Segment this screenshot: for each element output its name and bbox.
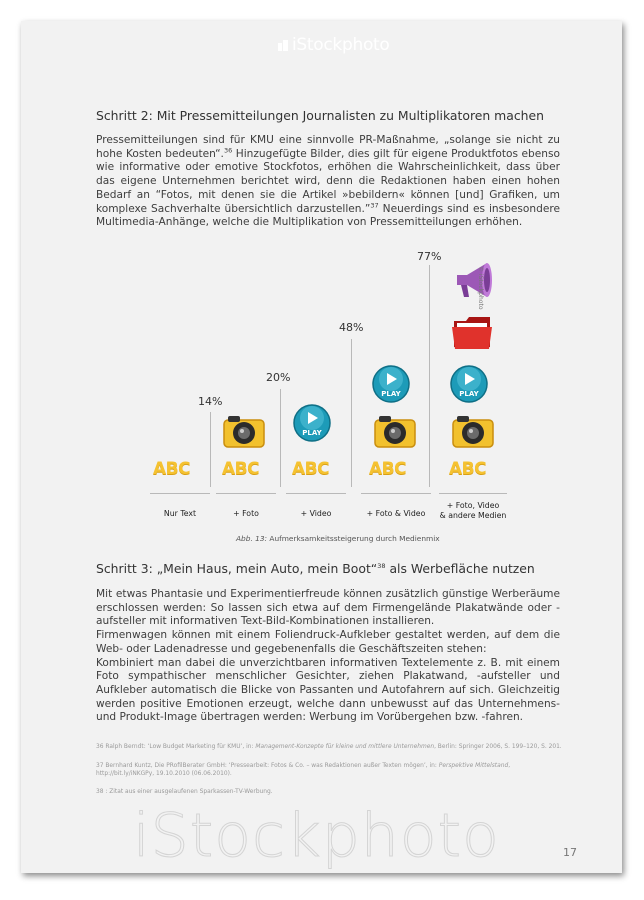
category-label-foto: + Foto <box>233 509 259 518</box>
value-label-77: 77% <box>417 250 442 263</box>
abc-icon-1: ABC <box>222 459 260 479</box>
footnote-36-text-b: , Berlin: Springer 2006, S. 199–120, S. 201. <box>434 744 562 750</box>
bar-line-foto-video <box>351 339 352 487</box>
footnote-36 <box>96 743 566 751</box>
category-label-foto-video: + Foto & Video <box>366 509 426 518</box>
section3-paragraph-2: Firmenwagen können mit einem Foliendruck-Aufkleber gestaltet werden, auf dem die Web- oder Ladenadresse und gegebenenfalls die Geschäftszeiten stehen: <box>96 629 560 655</box>
baseline-4 <box>439 493 507 494</box>
figure-caption-text: Aufmerksamkeitssteigerung durch Medienmix <box>267 534 440 543</box>
footnote-ref-36: 36 <box>223 146 233 155</box>
play-label: PLAY <box>302 429 322 437</box>
footnote-ref-38: 38 <box>377 561 386 570</box>
figure-caption <box>236 534 440 543</box>
section2-text-a: Pressemitteilungen sind für KMU eine sinnvolle PR-Maßnahme, „solange sie nicht zu hohe Kosten bedeuten“. <box>96 134 560 160</box>
category-label-video: + Video <box>300 509 332 518</box>
abc-icon-2: ABC <box>292 459 330 479</box>
copyright-note: © iStockphoto <box>477 266 484 310</box>
play-label: PLAY <box>381 390 401 398</box>
category-label-all-media-line1: + Foto, Video <box>446 501 500 510</box>
bar-line-foto <box>210 412 211 487</box>
page-number: 17 <box>563 846 577 859</box>
header-logo-text: iStockphoto <box>292 35 390 55</box>
category-label-all-media-line2: & andere Medien <box>439 511 507 520</box>
abc-icon-4: ABC <box>449 459 487 479</box>
category-label-all-media <box>428 501 518 521</box>
value-label-48: 48% <box>339 321 364 334</box>
section2-text-b: Hinzugefügte Bilder, dies gilt für eigene Produktfotos ebenso wie informative oder emotive Stockfotos, erhöhen die Wahrscheinlichkeit, dass über das eigene Unternehmen berichtet wird, denn die Redaktionen haben einen hohen Bedarf an “Fotos, mit denen sie die Artikel »bebildern« können [und] Grafiken, um komplexe Sachverhalte übersichtlich darzustellen.” <box>96 147 560 215</box>
section3-title-a: Schritt 3: „Mein Haus, mein Auto, mein Boot“ <box>96 561 378 576</box>
section3-title <box>96 561 535 576</box>
bar-line-video <box>280 389 281 487</box>
section3-paragraph-3: Kombiniert man dabei die unverzichtbaren informativen Textelemente z. B. mit einem Foto sympathischer menschlicher Gesichter, ziehen Plakatwand, -aufsteller und Aufkleber automatisch die Blicke von Passanten und Autofahrern auf sich. Gleichzeitig werden positive Emotionen erzeugt, welche dann unbewusst auf das Unternehmens- und Produkt-Image übertragen werden: Werbung im Vorübergehen bzw. -fahren. <box>96 656 560 724</box>
baseline-2 <box>286 493 346 494</box>
value-label-20: 20% <box>266 371 291 384</box>
section3-paragraph-1: Mit etwas Phantasie und Experimentierfreude können zusätzlich günstige Werberäume erschlossen werden: So lassen sich etwa auf dem Firmengelände Plakatwände oder -aufsteller mit informativen Text-Bild-Kombinationen installieren. <box>96 588 560 628</box>
footnote-37-title: Perspektive Mittelstand <box>438 763 509 769</box>
footnote-37 <box>96 762 566 778</box>
baseline-3 <box>361 493 431 494</box>
play-label: PLAY <box>459 390 479 398</box>
section3-title-b: als Werbefläche nutzen <box>385 561 535 576</box>
footnote-37-text-a: 37 Bernhard Kuntz, Die PRofilBerater GmbH: ‘Pressearbeit: Fotos & Co. – was Redaktionen außer Texten mögen’, in: <box>96 763 439 769</box>
footnote-36-text-a: 36 Ralph Berndt: ‘Low Budget Marketing für KMU’, in: <box>96 744 256 750</box>
category-label-nur-text: Nur Text <box>163 509 197 518</box>
figure-caption-label: Abb. 13: <box>236 534 268 543</box>
footnote-38: 38 : Zitat aus einer ausgelaufenen Sparkassen-TV-Werbung. <box>96 789 273 795</box>
abc-icon-0: ABC <box>153 459 191 479</box>
camera-icon <box>449 414 497 450</box>
megaphone-icon <box>453 259 495 303</box>
section2-text-c: Neuerdings sind es insbesondere Multimedia-Anhänge, welche die Multiplikation von Pressemitteilungen erhöhen. <box>96 202 560 229</box>
value-label-14: 14% <box>198 395 223 408</box>
abc-icon-3: ABC <box>369 459 407 479</box>
play-button-icon <box>449 364 489 404</box>
document-page <box>21 21 622 873</box>
section3-body <box>96 588 560 725</box>
footnote-ref-37: 37 <box>370 200 379 209</box>
baseline-0 <box>150 493 210 494</box>
footnote-37-text-b: , http://bit.ly/iNKGPy, 19.10.2010 (06.06.2010). <box>96 763 511 777</box>
play-button-icon <box>292 403 332 443</box>
play-button-icon <box>371 364 411 404</box>
section2-title: Schritt 2: Mit Pressemitteilungen Journalisten zu Multiplikatoren machen <box>96 108 544 123</box>
baseline-1 <box>216 493 276 494</box>
red-folder-icon <box>451 313 493 351</box>
footnote-36-title: Management-Konzepte für kleine und mittlere Unternehmen <box>255 744 435 750</box>
bar-line-all-media <box>429 265 430 487</box>
camera-icon <box>371 414 419 450</box>
camera-icon <box>220 414 268 450</box>
watermark-logo: iStockphoto <box>133 801 500 871</box>
